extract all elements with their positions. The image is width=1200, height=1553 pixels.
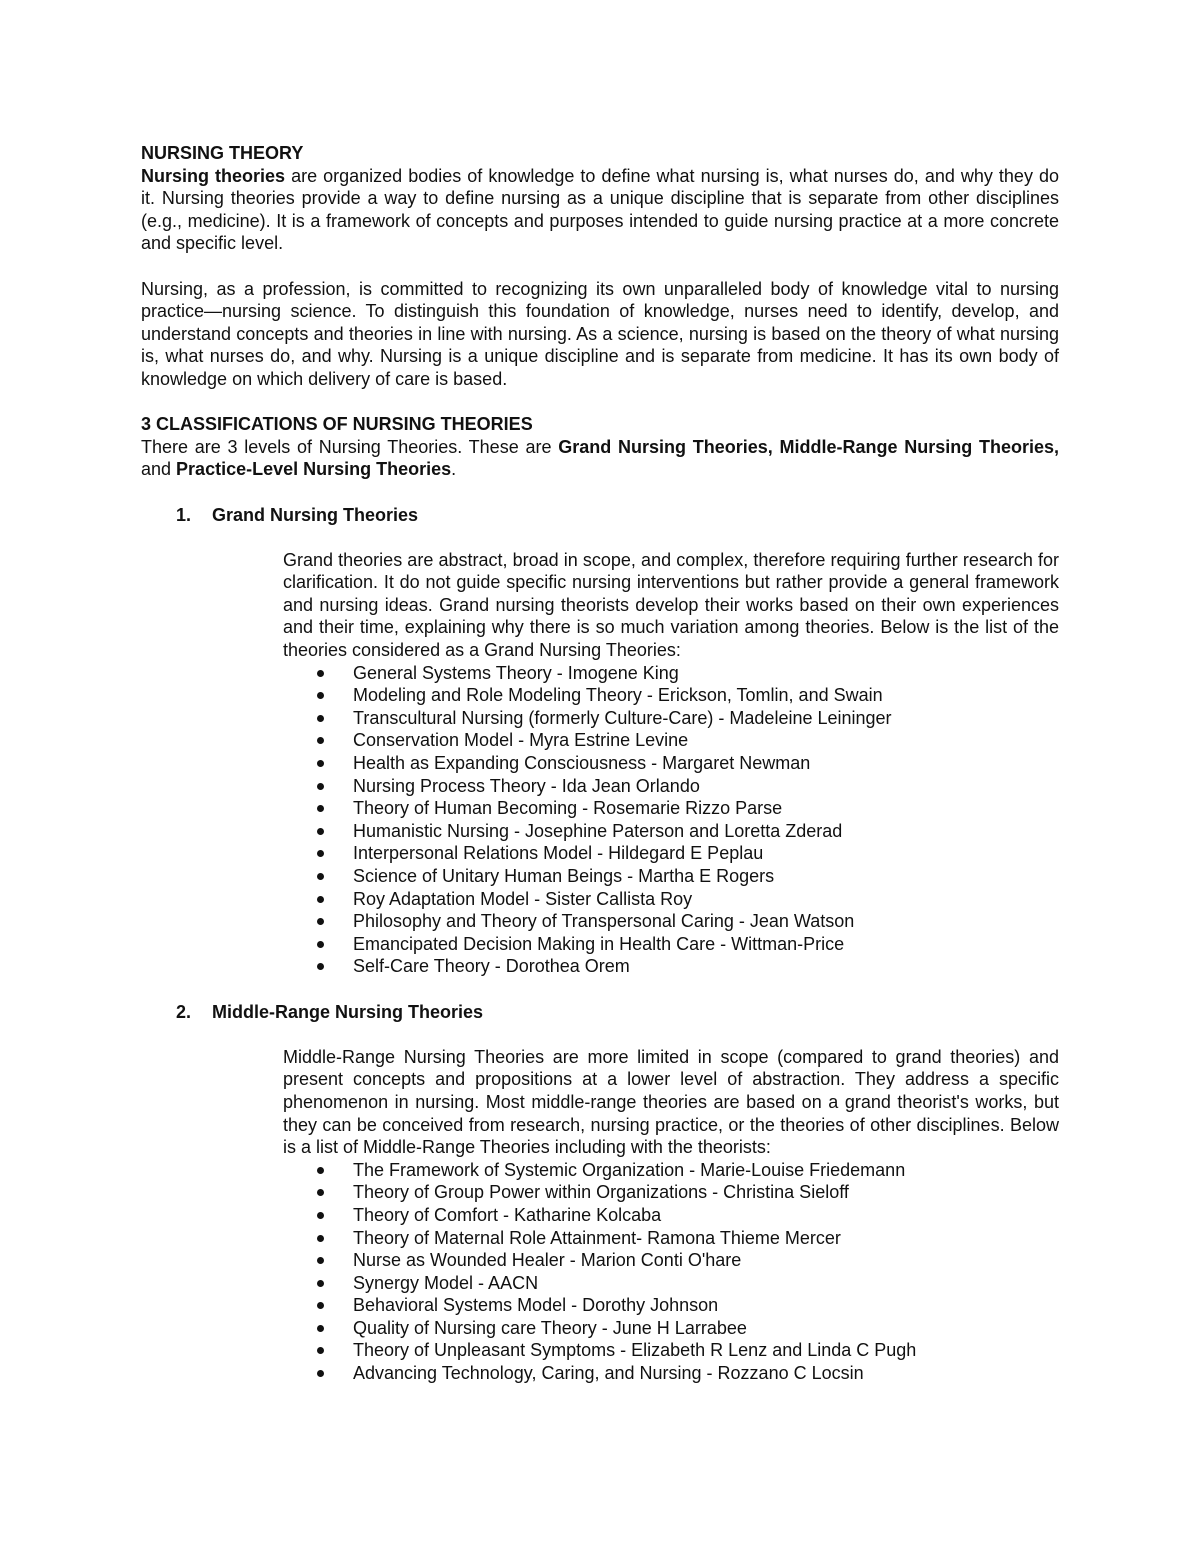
list-item-text: Interpersonal Relations Model - Hildegard E Peplau bbox=[353, 843, 764, 864]
intro-lead-term: Nursing theories bbox=[141, 165, 286, 186]
list-item-text: Self-Care Theory - Dorothea Orem bbox=[353, 956, 630, 977]
list-item bbox=[283, 1227, 1059, 1250]
list-item bbox=[283, 1362, 1059, 1385]
section-grand-theories bbox=[141, 504, 1059, 978]
list-item-text: Theory of Comfort - Katharine Kolcaba bbox=[353, 1204, 662, 1225]
list-item-text: The Framework of Systemic Organization - Marie-Louise Friedemann bbox=[353, 1159, 906, 1180]
list-item bbox=[283, 684, 1059, 707]
list-item-text: Behavioral Systems Model - Dorothy Johnson bbox=[353, 1295, 719, 1316]
list-item-text: Nurse as Wounded Healer - Marion Conti O'hare bbox=[353, 1250, 742, 1271]
classifications-bold-2: Practice-Level Nursing Theories bbox=[176, 459, 452, 480]
list-item bbox=[283, 707, 1059, 730]
list-item-text: Philosophy and Theory of Transpersonal Caring - Jean Watson bbox=[353, 911, 855, 932]
list-item-text: Theory of Human Becoming - Rosemarie Rizzo Parse bbox=[353, 798, 783, 819]
list-item-text: Emancipated Decision Making in Health Care - Wittman-Price bbox=[353, 933, 845, 954]
list-item-text: Humanistic Nursing - Josephine Paterson and Loretta Zderad bbox=[353, 820, 843, 841]
bullet-icon bbox=[317, 737, 324, 744]
bullet-icon bbox=[317, 918, 324, 925]
profession-paragraph: Nursing, as a profession, is committed to recognizing its own unparalleled body of knowledge vital to nursing practice—nursing science. To distinguish this foundation of knowledge, nurses need to identify, develop, and understand concepts and theories in line with nursing. As a science, nursing is based on the theory of what nursing is, what nurses do, and why. Nursing is a unique discipline and is separate from medicine. It has its own body of knowledge on which delivery of care is based. bbox=[141, 278, 1059, 389]
bullet-icon bbox=[317, 850, 324, 857]
bullet-icon bbox=[317, 896, 324, 903]
classifications-text-before: There are 3 levels of Nursing Theories. These are bbox=[141, 436, 559, 457]
section-description: Grand theories are abstract, broad in scope, and complex, therefore requiring further research for clarification. It do not guide specific nursing interventions but rather provide a general framework and nursing ideas. Grand nursing theorists develop their works based on their own experiences and their time, explaining why there is so much variation among theories. Below is the list of the theories considered as a Grand Nursing Theories: bbox=[283, 549, 1059, 661]
bullet-icon bbox=[317, 692, 324, 699]
bullet-icon bbox=[317, 963, 324, 970]
classifications-text-after: . bbox=[451, 459, 457, 480]
list-item bbox=[283, 662, 1059, 685]
list-item-text: Roy Adaptation Model - Sister Callista Roy bbox=[353, 888, 693, 909]
list-item bbox=[283, 842, 1059, 865]
list-item-text: Advancing Technology, Caring, and Nursing - Rozzano C Locsin bbox=[353, 1363, 864, 1384]
bullet-icon bbox=[317, 941, 324, 948]
list-item-text: Transcultural Nursing (formerly Culture-Care) - Madeleine Leininger bbox=[353, 707, 892, 728]
list-item-text: Synergy Model - AACN bbox=[353, 1272, 539, 1293]
bullet-icon bbox=[317, 783, 324, 790]
list-item bbox=[283, 933, 1059, 956]
bullet-icon bbox=[317, 760, 324, 767]
list-item bbox=[283, 1159, 1059, 1182]
bullet-icon bbox=[317, 828, 324, 835]
document-page bbox=[141, 142, 1059, 1385]
bullet-icon bbox=[317, 1212, 324, 1219]
bullet-icon bbox=[317, 1325, 324, 1332]
list-item bbox=[283, 888, 1059, 911]
list-item bbox=[283, 1317, 1059, 1340]
classifications-text-mid: and bbox=[141, 459, 177, 480]
section-number: 1. bbox=[176, 504, 192, 525]
bullet-icon bbox=[317, 1280, 324, 1287]
middle-range-theories-list bbox=[283, 1159, 1059, 1385]
list-item bbox=[283, 1272, 1059, 1295]
page-title: NURSING THEORY bbox=[141, 143, 304, 163]
bullet-icon bbox=[317, 873, 324, 880]
classifications-heading: 3 CLASSIFICATIONS OF NURSING THEORIES bbox=[141, 414, 533, 435]
list-item bbox=[283, 797, 1059, 820]
bullet-icon bbox=[317, 1189, 324, 1196]
intro-paragraph bbox=[141, 165, 1059, 255]
section-title: Middle-Range Nursing Theories bbox=[212, 1001, 484, 1022]
bullet-icon bbox=[317, 715, 324, 722]
list-item-text: Conservation Model - Myra Estrine Levine bbox=[353, 730, 689, 751]
list-item bbox=[283, 820, 1059, 843]
section-middle-range-theories bbox=[141, 1001, 1059, 1385]
section-heading bbox=[141, 504, 1059, 527]
section-heading bbox=[141, 1001, 1059, 1024]
list-item-text: Theory of Maternal Role Attainment- Ramona Thieme Mercer bbox=[353, 1227, 841, 1248]
section-description: Middle-Range Nursing Theories are more limited in scope (compared to grand theories) and present concepts and propositions at a lower level of abstraction. They address a specific phenomenon in nursing. Most middle-range theories are based on a grand theorist's works, but they can be conceived from research, nursing practice, or the theories of other disciplines. Below is a list of Middle-Range Theories including with the theorists: bbox=[283, 1046, 1059, 1158]
list-item-text: Modeling and Role Modeling Theory - Erickson, Tomlin, and Swain bbox=[353, 685, 883, 706]
list-item-text: Science of Unitary Human Beings - Martha E Rogers bbox=[353, 866, 775, 886]
section-number: 2. bbox=[176, 1001, 192, 1022]
bullet-icon bbox=[317, 1347, 324, 1354]
bullet-icon bbox=[317, 805, 324, 812]
list-item bbox=[283, 1339, 1059, 1362]
list-item bbox=[283, 1204, 1059, 1227]
list-item-text: General Systems Theory - Imogene King bbox=[353, 662, 679, 683]
list-item bbox=[283, 752, 1059, 775]
list-item bbox=[283, 1181, 1059, 1204]
bullet-icon bbox=[317, 1370, 324, 1377]
classifications-bold-1: Grand Nursing Theories, Middle-Range Nursing Theories, bbox=[558, 436, 1059, 457]
bullet-icon bbox=[317, 1257, 324, 1264]
intro-text: are organized bodies of knowledge to define what nursing is, what nurses do, and why they do it. Nursing theories provide a way to define nursing as a unique discipline that is separate from other disciplines (e.g., medicine). It is a framework of concepts and purposes intended to guide nursing practice at a more concrete and specific level. bbox=[141, 165, 1059, 254]
list-item-text: Quality of Nursing care Theory - June H Larrabee bbox=[353, 1317, 747, 1338]
bullet-icon bbox=[317, 1235, 324, 1242]
grand-theories-list bbox=[283, 662, 1059, 978]
list-item bbox=[283, 1294, 1059, 1317]
list-item bbox=[283, 865, 1059, 888]
classifications-paragraph bbox=[141, 436, 1059, 481]
list-item-text: Theory of Unpleasant Symptoms - Elizabeth R Lenz and Linda C Pugh bbox=[353, 1340, 917, 1361]
section-title: Grand Nursing Theories bbox=[212, 504, 419, 525]
list-item-text: Theory of Group Power within Organizations - Christina Sieloff bbox=[353, 1182, 849, 1203]
bullet-icon bbox=[317, 1302, 324, 1309]
list-item-text: Health as Expanding Consciousness - Margaret Newman bbox=[353, 753, 811, 774]
bullet-icon bbox=[317, 670, 324, 677]
bullet-icon bbox=[317, 1167, 324, 1174]
list-item bbox=[283, 955, 1059, 978]
list-item bbox=[283, 1249, 1059, 1272]
list-item bbox=[283, 729, 1059, 752]
list-item bbox=[283, 775, 1059, 798]
list-item-text: Nursing Process Theory - Ida Jean Orlando bbox=[353, 775, 700, 796]
list-item bbox=[283, 910, 1059, 933]
